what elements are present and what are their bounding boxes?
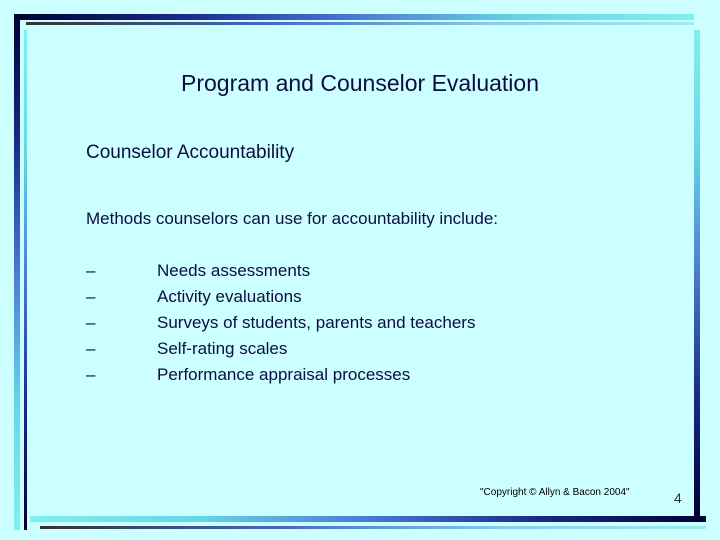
- bottom-border-bar: [30, 516, 706, 522]
- dash-bullet: –: [86, 261, 96, 280]
- method-text: Surveys of students, parents and teachers: [157, 313, 476, 332]
- right-border-bar: [694, 30, 700, 516]
- dash-bullet: –: [86, 339, 96, 358]
- list-item: [86, 336, 475, 362]
- method-text: Needs assessments: [157, 261, 311, 280]
- dash-bullet: –: [86, 365, 96, 384]
- slide-title: Program and Counselor Evaluation: [181, 70, 539, 96]
- list-item: [86, 362, 475, 388]
- top-border-bar-inner: [26, 22, 694, 25]
- list-item: [86, 258, 475, 284]
- top-border-bar: [14, 14, 694, 20]
- method-text: Activity evaluations: [157, 287, 302, 306]
- method-text: Performance appraisal processes: [157, 365, 411, 384]
- methods-list: [86, 258, 475, 388]
- bottom-border-bar-inner: [40, 526, 706, 529]
- list-item: [86, 310, 475, 336]
- dash-bullet: –: [86, 287, 96, 306]
- slide-number: 4: [674, 490, 682, 506]
- copyright-notice: "Copyright © Allyn & Bacon 2004": [480, 487, 630, 498]
- slide-subtitle: Counselor Accountability: [86, 142, 295, 163]
- list-item: [86, 284, 475, 310]
- method-text: Self-rating scales: [157, 339, 288, 358]
- dash-bullet: –: [86, 313, 96, 332]
- left-border-bar-inner: [24, 30, 27, 530]
- methods-intro: Methods counselors can use for accountability include:: [86, 209, 499, 228]
